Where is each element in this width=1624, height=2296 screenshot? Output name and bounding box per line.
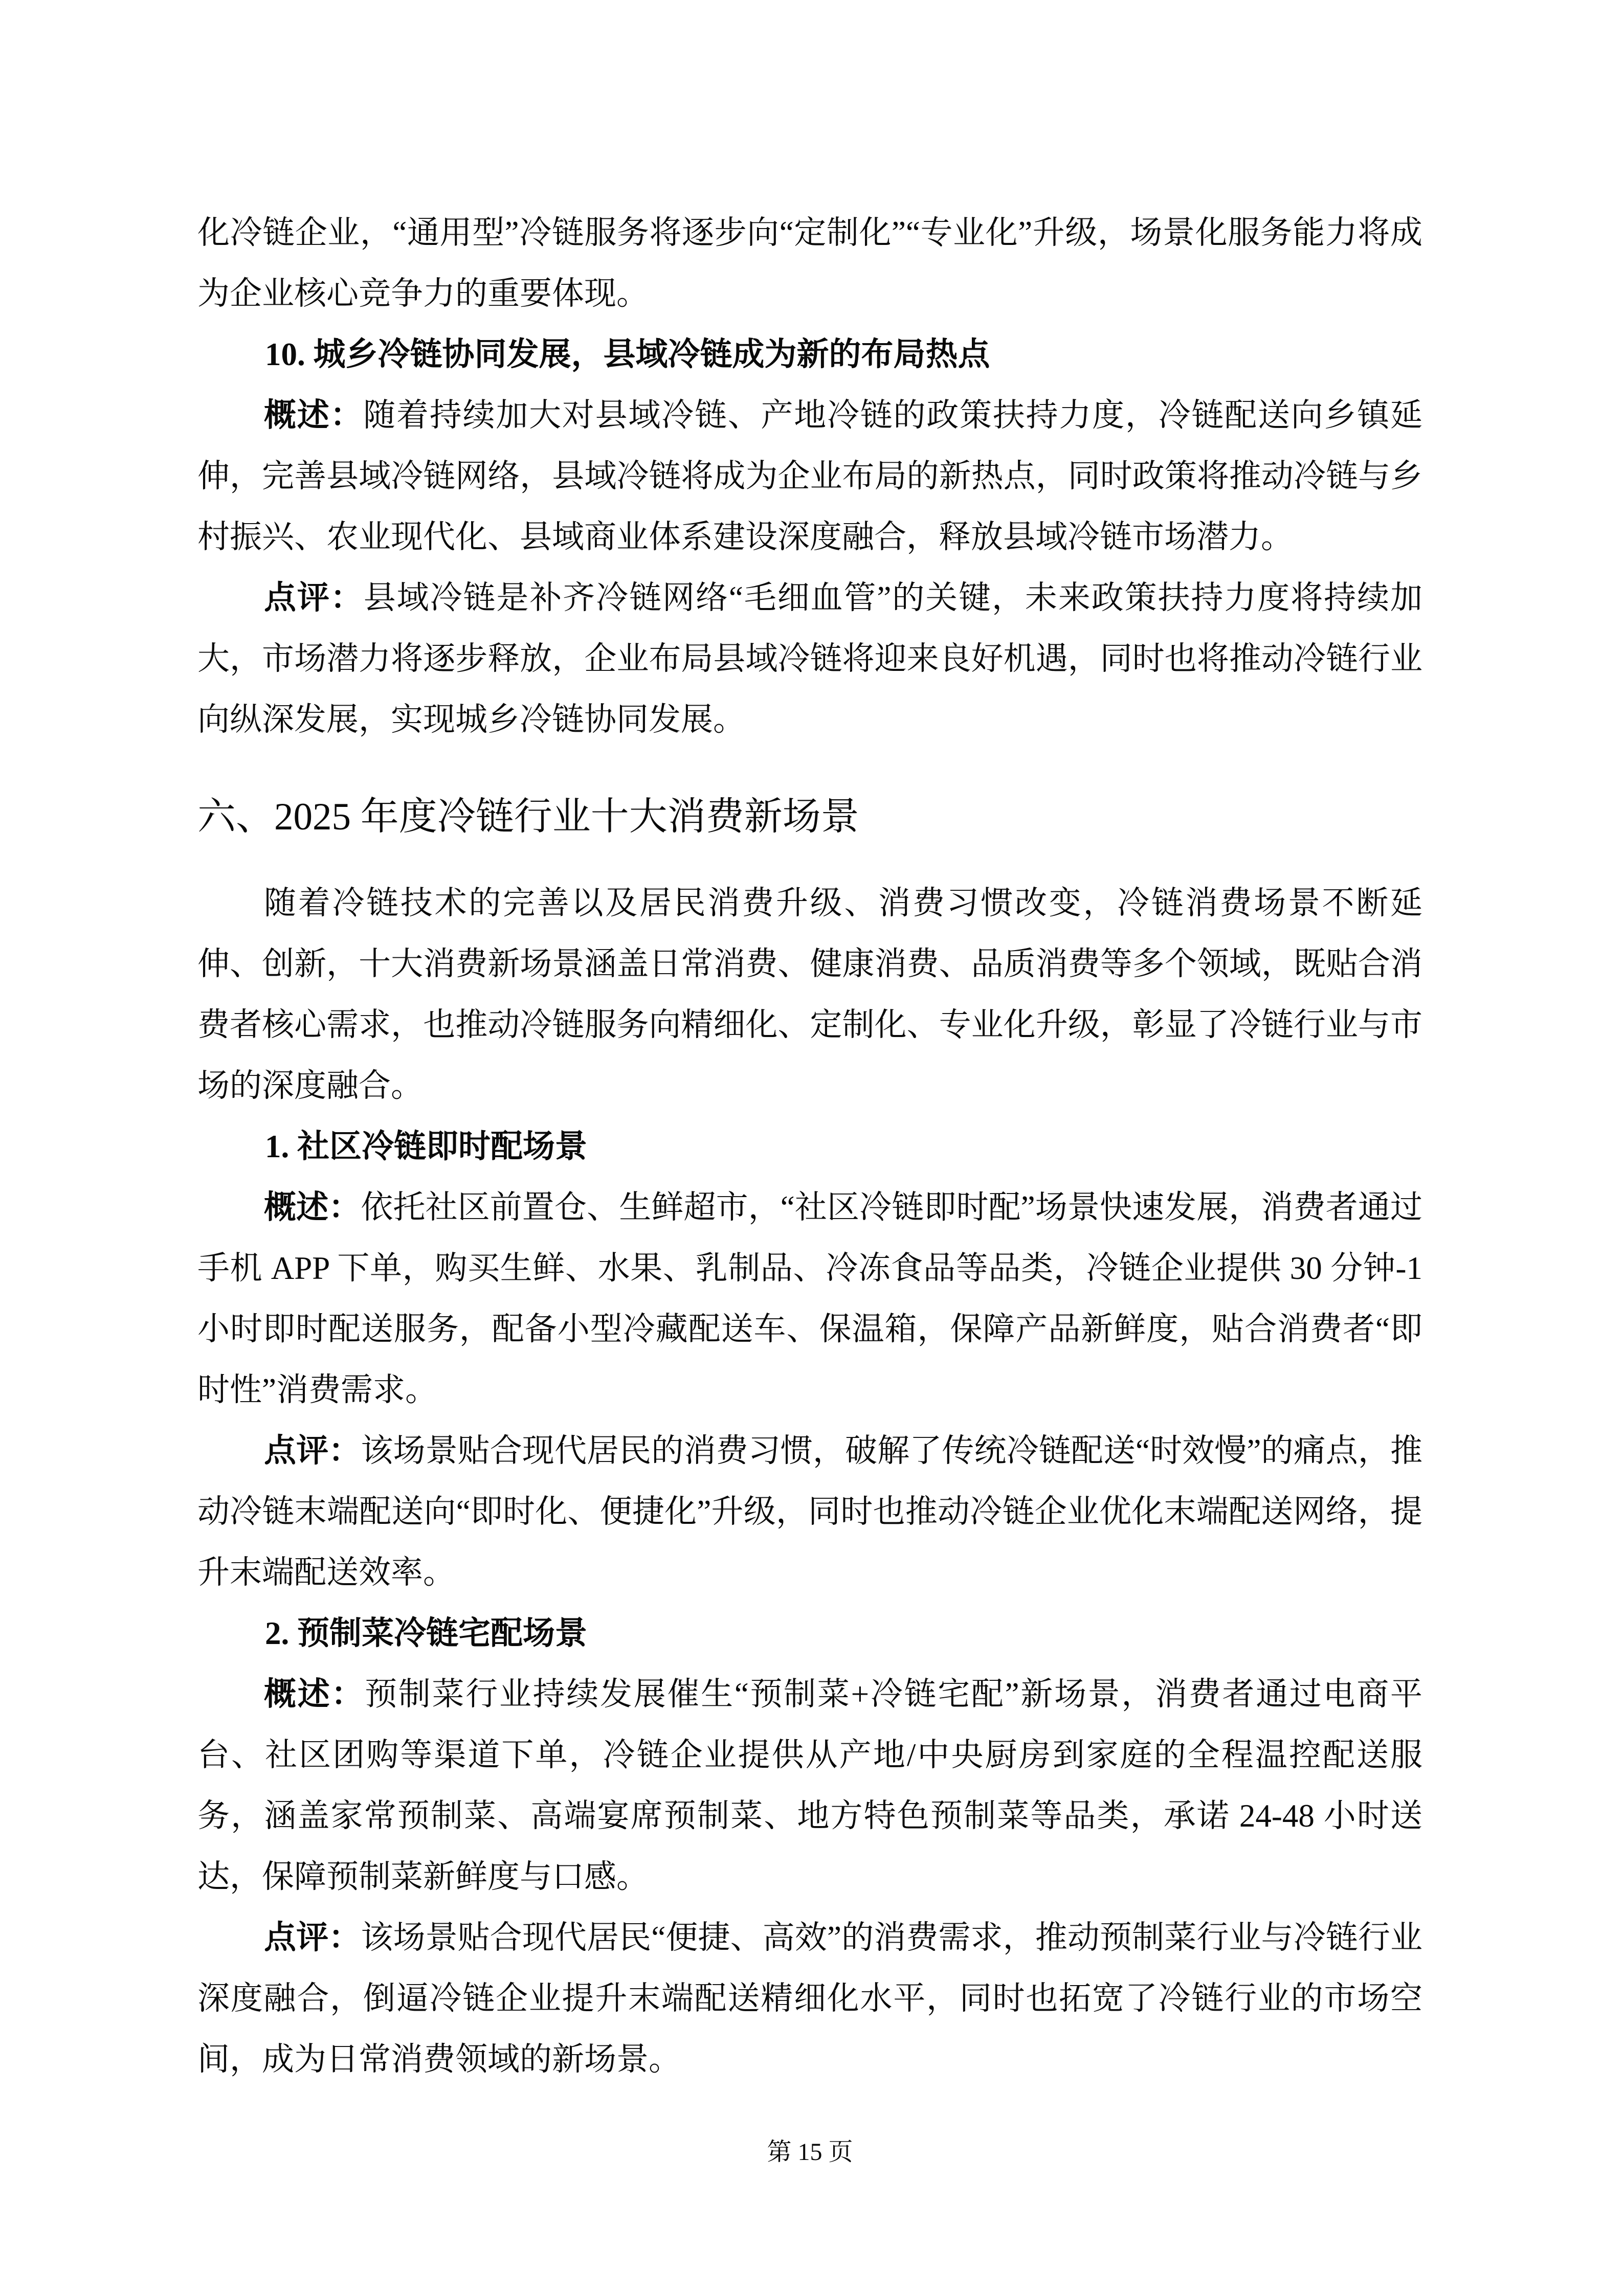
- overview-label: 概述：: [264, 397, 364, 433]
- section-heading-six: 六、2025 年度冷链行业十大消费新场景: [197, 796, 859, 838]
- comment-paragraph-scene-2: [197, 1907, 1422, 2090]
- section-intro-paragraph: 随着冷链技术的完善以及居民消费升级、消费习惯改变，冷链消费场景不断延伸、创新，十大消费新场景涵盖日常消费、健康消费、品质消费等多个领域，既贴合消费者核心需求，也推动冷链服务向精细化、定制化、专业化升级，彰显了冷链行业与市场的深度融合。: [197, 885, 1422, 1104]
- comment-label: 点评：: [264, 1920, 361, 1955]
- overview-paragraph-topic-10: [197, 385, 1422, 568]
- topic-heading-10: 10. 城乡冷链协同发展，县域冷链成为新的布局热点: [265, 336, 990, 372]
- paragraph-continuation: 化冷链企业，“通用型”冷链服务将逐步向“定制化”“专业化”升级，场景化服务能力将成为企业核心竞争力的重要体现。: [197, 215, 1422, 311]
- comment-text: 该场景贴合现代居民的消费习惯，破解了传统冷链配送“时效慢”的痛点，推动冷链末端配送向“即时化、便捷化”升级，同时也推动冷链企业优化末端配送网络，提升末端配送效率。: [197, 1433, 1422, 1590]
- scene-heading-2: 2. 预制菜冷链宅配场景: [265, 1615, 587, 1651]
- overview-label: 概述：: [264, 1676, 365, 1712]
- overview-text: 随着持续加大对县域冷链、产地冷链的政策扶持力度，冷链配送向乡镇延伸，完善县域冷链网络，县域冷链将成为企业布局的新热点，同时政策将推动冷链与乡村振兴、农业现代化、县域商业体系建设深度融合，释放县域冷链市场潜力。: [197, 397, 1423, 555]
- page-number: 第 15 页: [767, 2139, 853, 2166]
- comment-paragraph-topic-10: [197, 568, 1422, 750]
- page-footer: [197, 2137, 1422, 2168]
- overview-paragraph-scene-1: [197, 1177, 1422, 1421]
- overview-paragraph-scene-2: [197, 1664, 1422, 1907]
- comment-paragraph-scene-1: [197, 1421, 1422, 1603]
- overview-text: 预制菜行业持续发展催生“预制菜+冷链宅配”新场景，消费者通过电商平台、社区团购等渠道下单，冷链企业提供从产地/中央厨房到家庭的全程温控配送服务，涵盖家常预制菜、高端宴席预制菜、地方特色预制菜等品类，承诺 24-48 小时送达，保障预制菜新鲜度与口感。: [197, 1676, 1422, 1895]
- comment-label: 点评：: [264, 1433, 361, 1469]
- comment-label: 点评：: [264, 580, 364, 616]
- scene-heading-1: 1. 社区冷链即时配场景: [265, 1129, 587, 1164]
- comment-text: 县域冷链是补齐冷链网络“毛细血管”的关键，未来政策扶持力度将持续加大，市场潜力将逐步释放，企业布局县域冷链将迎来良好机遇，同时也将推动冷链行业向纵深发展，实现城乡冷链协同发展。: [197, 580, 1422, 737]
- overview-label: 概述：: [264, 1189, 361, 1225]
- overview-text: 依托社区前置仓、生鲜超市，“社区冷链即时配”场景快速发展，消费者通过手机 APP 下单，购买生鲜、水果、乳制品、冷冻食品等品类，冷链企业提供 30 分钟-1 小时即时配送服务，配备小型冷藏配送车、保温箱，保障产品新鲜度，贴合消费者“即时性”消费需求。: [197, 1189, 1422, 1408]
- comment-text: 该场景贴合现代居民“便捷、高效”的消费需求，推动预制菜行业与冷链行业深度融合，倒逼冷链企业提升末端配送精细化水平，同时也拓宽了冷链行业的市场空间，成为日常消费领域的新场景。: [197, 1920, 1422, 2077]
